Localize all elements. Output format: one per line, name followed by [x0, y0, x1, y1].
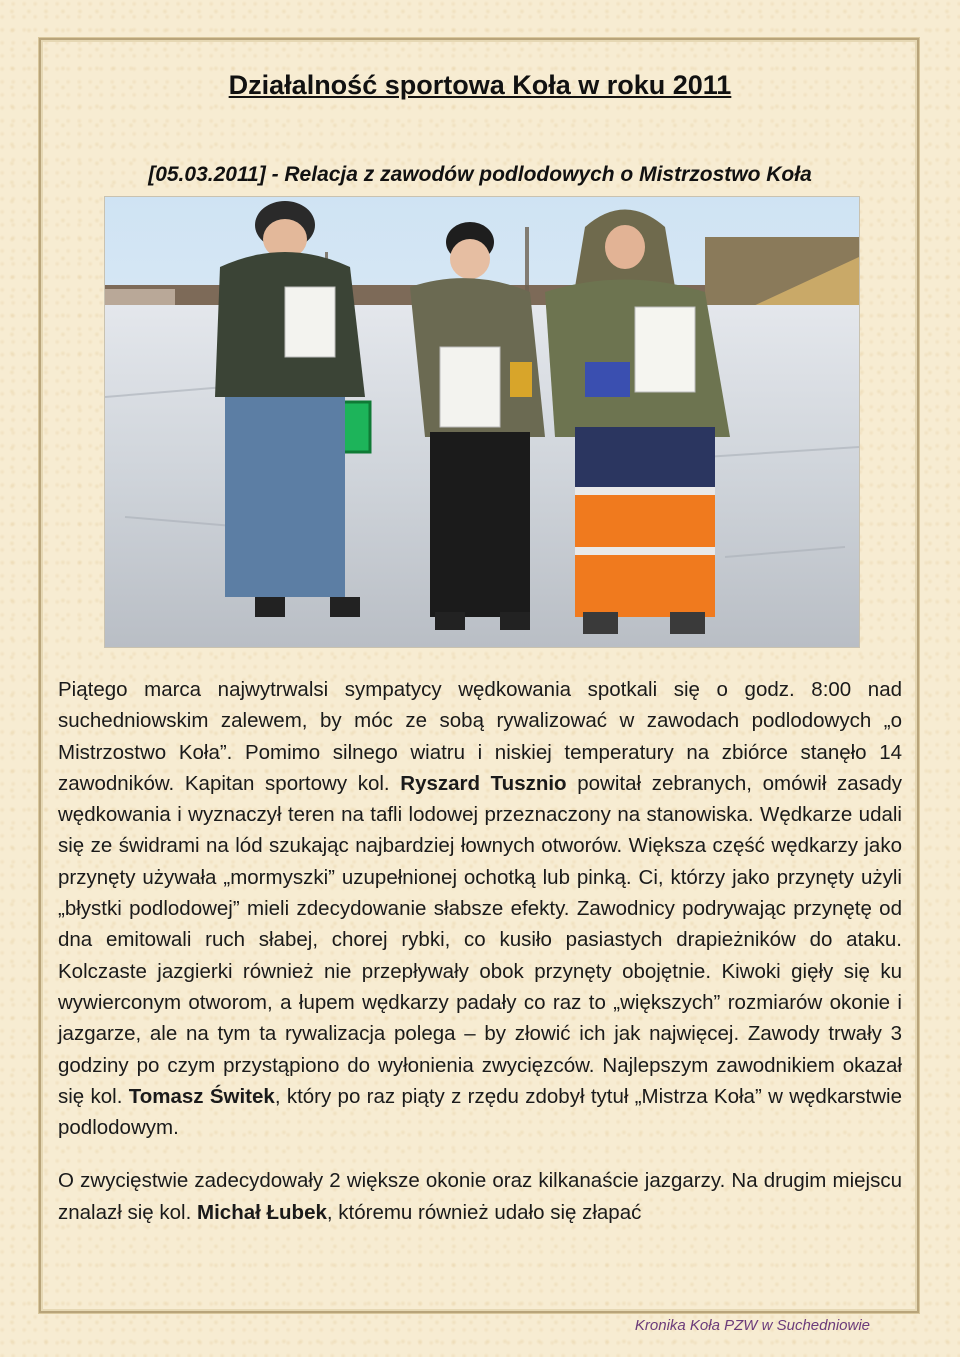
- event-photo: [104, 196, 860, 648]
- person-name-michal: Michał Łubek: [197, 1200, 327, 1224]
- person-name-tomasz: Tomasz Świtek: [128, 1084, 275, 1108]
- photo-illustration: [105, 197, 859, 647]
- page-footer: Kronika Koła PZW w Suchedniowie: [634, 1317, 870, 1334]
- person-name-ryszard: Ryszard Tusznio: [400, 771, 567, 795]
- article-paragraph-2: O zwycięstwie zadecydowały 2 większe okonie oraz kilkanaście jazgarzy. Na drugim miejscu znalazł się kol. Michał Łubek, któremu również udało się złapać: [58, 1169, 902, 1224]
- article-body: [58, 674, 902, 1228]
- article-subtitle: [05.03.2011] - Relacja z zawodów podlodowych o Mistrzostwo Koła: [148, 163, 812, 186]
- article-paragraph-1: Piątego marca najwytrwalsi sympatycy wędkowania spotkali się o godz. 8:00 nad suchedniowskim zalewem, by móc ze sobą rywalizować w zawodach podlodowych „o Mistrzostwo Koła”. Pomimo silnego wiatru i niskiej temperatury na zbiórce stanęło 14 zawodników. Kapitan sportowy kol. Ryszard Tusznio powitał zebranych, omówił zasady wędkowania i wyznaczył teren na tafli lodowej przeznaczony na stanowiska. Wędkarze udali się ze świdrami na lód szukając najbardziej łownych otworów. Większa część wędkarzy jako przynęty używała „mormyszki” uzupełnionej ochotką lub pinką. Ci, którzy jako przynęty użyli „błystki podlodowej” mieli zdecydowanie słabsze efekty. Zawodnicy podrywając przynętę od dna emitowali ruch słabej, chorej rybki, co kusiło pasiastych drapieżników do ataku. Kolczaste jazgierki również nie przepływały obok przynęty obojętnie. Kiwoki gięły się ku wywierconym otworom, a łupem wędkarzy padały co raz to „większych” rozmiarów okonie i jazgarze, ale na tym ta rywalizacja polega – by złowić ich jak najwięcej. Zawody trwały 3 godziny po czym przystąpiono do wyłonienia zwycięzców. Najlepszym zawodnikiem okazał się kol. Tomasz Świtek, który po raz piąty z rzędu zdobył tytuł „Mistrza Koła” w wędkarstwie podlodowym.: [58, 678, 903, 1140]
- page-title: Działalność sportowa Koła w roku 2011: [228, 70, 732, 100]
